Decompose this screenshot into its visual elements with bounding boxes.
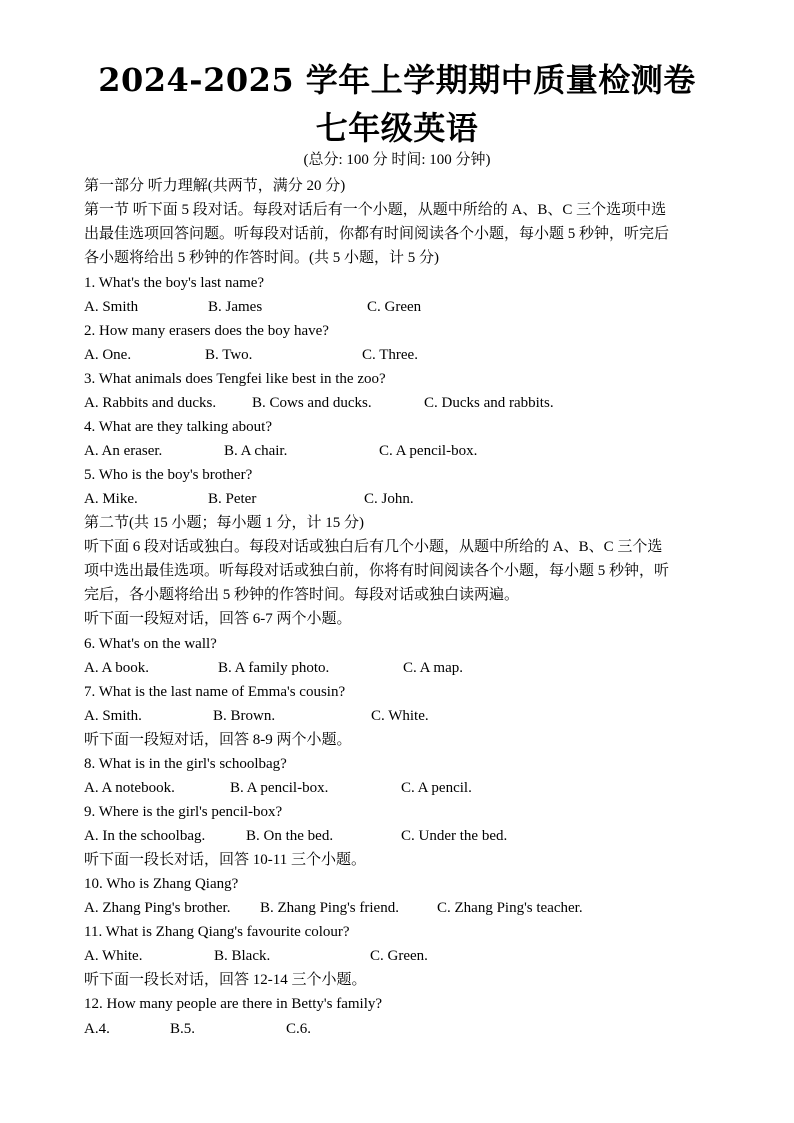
section1-instructions-line: 出最佳选项回答问题。听每段对话前，你都有时间阅读各个小题，每小题 5 秒钟，听完后 [84, 226, 670, 242]
section1-instructions-line: 各小题将给出 5 秒钟的作答时间。(共 5 小题，计 5 分) [84, 250, 439, 266]
part1-heading: 第一部分 听力理解(共两节，满分 20 分) [84, 178, 346, 194]
exam-subject: 七年级英语 [315, 109, 479, 147]
option-a: A.4. [84, 1021, 110, 1037]
question-text: 12. How many people are there in Betty's family? [84, 996, 383, 1012]
question-text: 4. What are they talking about? [84, 419, 272, 435]
option-b: B. A family photo. [218, 660, 330, 676]
option-c: C. Three. [362, 347, 418, 363]
option-c: C. Zhang Ping's teacher. [437, 900, 583, 916]
listening-prompt: 听下面一段短对话，回答 6-7 两个小题。 [84, 611, 352, 627]
option-c: C. A map. [403, 660, 464, 676]
option-b: B. On the bed. [246, 828, 334, 844]
option-a: A. Rabbits and ducks. [84, 395, 217, 411]
option-b: B. Two. [205, 347, 253, 363]
question-text: 10. Who is Zhang Qiang? [84, 876, 239, 892]
exam-title: 2024-2025 学年上学期期中质量检测卷 [98, 61, 696, 99]
option-b: B. James [208, 299, 263, 315]
option-a: A. Smith. [84, 708, 142, 724]
question-text: 3. What animals does Tengfei like best in the zoo? [84, 371, 386, 387]
section1-instructions-line: 第一节 听下面 5 段对话。每段对话后有一个小题，从题中所给的 A、B、C 三个选项中选 [84, 202, 667, 218]
exam-info: (总分: 100 分 时间: 100 分钟) [303, 152, 491, 168]
option-a: A. Zhang Ping's brother. [84, 900, 231, 916]
listening-prompt: 听下面一段短对话，回答 8-9 两个小题。 [84, 732, 352, 748]
option-a: A. White. [84, 948, 143, 964]
option-c: C. John. [364, 491, 414, 507]
option-b: B.5. [170, 1021, 196, 1037]
option-a: A. Smith [84, 299, 139, 315]
question-text: 8. What is in the girl's schoolbag? [84, 756, 287, 772]
option-a: A. A notebook. [84, 780, 175, 796]
option-b: B. Brown. [213, 708, 276, 724]
listening-prompt: 听下面一段长对话，回答 12-14 三个小题。 [84, 972, 367, 988]
option-b: B. Zhang Ping's friend. [260, 900, 399, 916]
option-a: A. A book. [84, 660, 150, 676]
option-a: A. One. [84, 347, 132, 363]
option-b: B. Black. [214, 948, 271, 964]
section2-instructions-line: 项中选出最佳选项。听每段对话或独白前，你将有时间阅读各个小题，每小题 5 秒钟，听 [84, 563, 670, 579]
option-a: A. An eraser. [84, 443, 163, 459]
option-a: A. In the schoolbag. [84, 828, 206, 844]
option-c: C. A pencil-box. [379, 443, 478, 459]
question-text: 7. What is the last name of Emma's cousin? [84, 684, 346, 700]
option-c: C. Under the bed. [401, 828, 508, 844]
option-b: B. A chair. [224, 443, 288, 459]
option-c: C. Green. [370, 948, 428, 964]
listening-prompt: 听下面一段长对话，回答 10-11 三个小题。 [84, 852, 366, 868]
question-text: 6. What's on the wall? [84, 636, 217, 652]
section2-heading: 第二节(共 15 小题；每小题 1 分，计 15 分) [84, 515, 364, 531]
option-b: B. Peter [208, 491, 257, 507]
option-b: B. A pencil-box. [230, 780, 329, 796]
question-text: 5. Who is the boy's brother? [84, 467, 253, 483]
question-text: 11. What is Zhang Qiang's favourite colour? [84, 924, 350, 940]
option-c: C. White. [371, 708, 429, 724]
option-c: C. Ducks and rabbits. [424, 395, 554, 411]
option-c: C. A pencil. [401, 780, 472, 796]
option-b: B. Cows and ducks. [252, 395, 372, 411]
option-a: A. Mike. [84, 491, 138, 507]
option-c: C. Green [367, 299, 422, 315]
section2-instructions-line: 完后，各小题将给出 5 秒钟的作答时间。每段对话或独白读两遍。 [84, 587, 520, 603]
question-text: 2. How many erasers does the boy have? [84, 323, 329, 339]
question-text: 1. What's the boy's last name? [84, 275, 265, 291]
question-text: 9. Where is the girl's pencil-box? [84, 804, 283, 820]
option-c: C.6. [286, 1021, 312, 1037]
section2-instructions-line: 听下面 6 段对话或独白。每段对话或独白后有几个小题，从题中所给的 A、B、C 三个选 [84, 539, 663, 555]
